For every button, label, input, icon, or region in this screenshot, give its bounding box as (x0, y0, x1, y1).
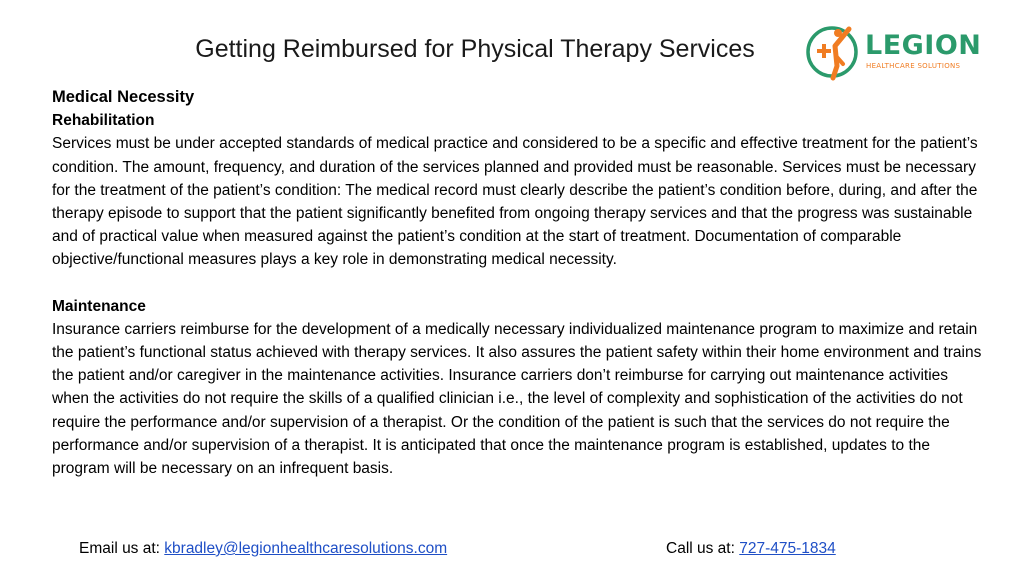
page-title: Getting Reimbursed for Physical Therapy Services (195, 35, 755, 63)
footer-phone (666, 538, 836, 560)
rehabilitation-paragraph: Services must be under accepted standards of medical practice and considered to be a specific and effective treatment for the patient’s condition. The amount, frequency, and duration of the services planned and provided must be reasonable. Services must be necessary for the treatment of the patient’s condition: The medical record must clearly describe the patient’s condition before, during, and after the therapy episode to support that the patient significantly benefited from ongoing therapy services and that the progress was sustainable and of practical value when measured against the patient’s condition at the start of treatment. Documentation of comparable objective/functional measures plays a key role in demonstrating medical necessity. (52, 135, 978, 269)
logo-tagline: HEALTHCARE SOLUTIONS (866, 62, 961, 70)
main-content (52, 86, 987, 480)
footer-email (79, 538, 447, 560)
section-heading-medical-necessity: Medical Necessity (52, 88, 195, 106)
phone-link[interactable]: 727-475-1834 (739, 540, 836, 557)
email-label: Email us at: (79, 540, 165, 557)
email-link[interactable]: kbradley@legionhealthcaresolutions.com (164, 540, 448, 557)
subheading-maintenance: Maintenance (52, 297, 146, 315)
subheading-rehabilitation: Rehabilitation (52, 112, 155, 130)
section-spacer (52, 272, 987, 295)
maintenance-paragraph: Insurance carriers reimburse for the development of a medically necessary individualized maintenance program to maximize and retain the patient’s functional status achieved with therapy services. It also assures the patient safety within their home environment and trains the patient and/or caregiver in the maintenance activities. Insurance carriers don’t reimburse for carrying out maintenance activities when the activities do not require the skills of a qualified clinician i.e., the level of complexity and sophistication of the activities do not require the performance and/or supervision of a therapist. Or the condition of the patient is such that the services do not require the performance and/or supervision of a therapist. It is anticipated that once the maintenance program is established, updates to the program will be necessary on an infrequent basis. (52, 320, 982, 478)
logo-wordmark: LEGION (865, 30, 982, 61)
phone-label: Call us at: (666, 540, 740, 557)
person-plus-icon (805, 20, 861, 84)
company-logo (805, 20, 985, 84)
